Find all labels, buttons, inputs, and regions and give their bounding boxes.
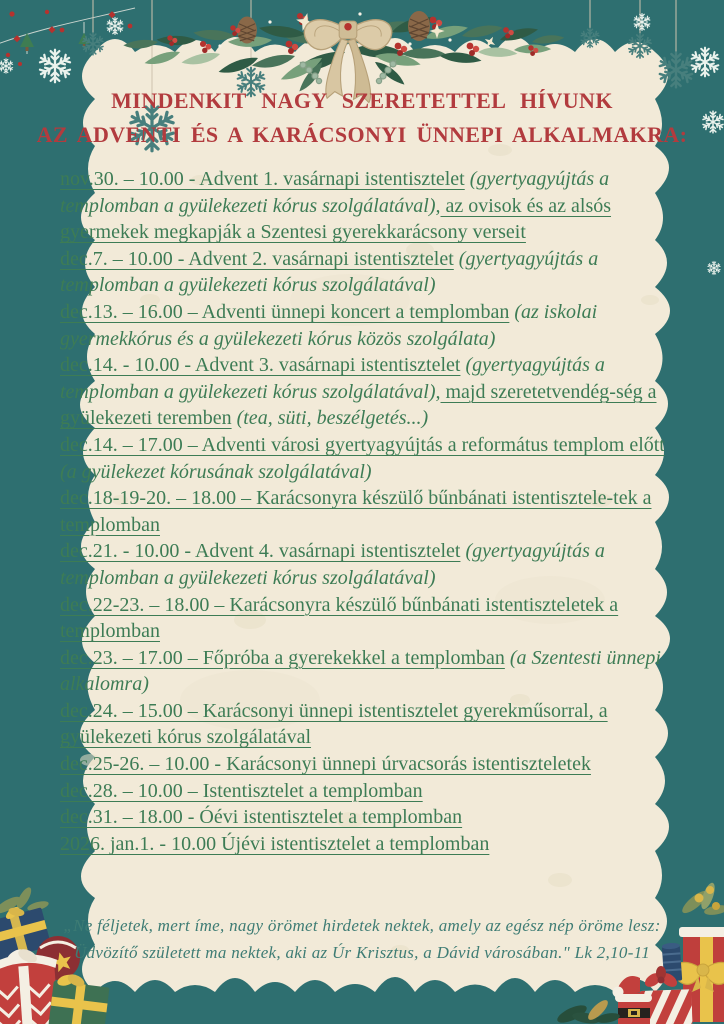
event-item <box>60 299 678 352</box>
event-item <box>60 778 678 805</box>
title-line-2: AZ ADVENTI ÉS A KARÁCSONYI ÜNNEPI ALKALMAKRA: <box>36 122 688 147</box>
event-segment: (az iskolai gyermekkórus és a gyülekezeti kórus közös szolgálata) <box>60 300 598 350</box>
event-segment: dec.23. – 17.00 – Főpróba a gyerekekkel a templomban <box>60 646 505 669</box>
event-segment: dec.28. – 10.00 – Istentisztelet a templomban <box>60 779 423 802</box>
quote-line-1: „Ne féljetek, mert íme, nagy örömet hirdetek nektek, amely az egész nép öröme lesz: <box>63 916 661 935</box>
event-segment: dec.21. - 10.00 - Advent 4. vasárnapi istentisztelet <box>60 540 461 563</box>
event-segment: (a Szentesti ünnepi alkalomra) <box>60 646 661 696</box>
event-segment: (gyertyagyújtás a templomban a gyülekezeti kórus szolgálatával) <box>60 540 605 589</box>
event-item <box>60 352 678 432</box>
event-segment: dec.13. – 16.00 – Adventi ünnepi koncert a templomban <box>60 300 510 323</box>
event-segment: (gyertyagyújtás a templomban a gyülekezeti kórus szolgálatával) <box>60 247 599 297</box>
event-item <box>60 645 678 698</box>
quote-line-2: Üdvözítő született ma nektek, aki az Úr Krisztus, a Dávid városában." Lk 2,10-11 <box>73 943 651 962</box>
event-segment: majd szeretetvendég-ség a gyülekezeti teremben <box>60 380 657 430</box>
event-segment: 2026. jan.1. - 10.00 Újévi istentisztelet a templomban <box>60 832 490 855</box>
event-segment: az ovisok és az alsós gyermekek megkapják a Szentesi gyerekkarácsony verseit <box>60 194 612 244</box>
event-item <box>60 804 678 831</box>
event-segment: (gyertyagyújtás a templomban a gyülekezeti kórus szolgálatával), <box>60 168 610 217</box>
event-segment: nov.30. – 10.00 - Advent 1. vasárnapi istentisztelet <box>60 168 465 190</box>
event-segment: dec.18-19-20. – 18.00 – Karácsonyra készülő bűnbánati istentisztele-tek a templomban <box>60 487 652 536</box>
event-item <box>60 698 678 751</box>
event-segment: (gyertyagyújtás a templomban a gyülekezeti kórus szolgálatával), <box>60 354 605 403</box>
event-item <box>60 592 678 645</box>
event-item <box>60 831 678 858</box>
event-segment: (tea, süti, beszélgetés...) <box>231 407 429 430</box>
title-line-1: MINDENKIT NAGY SZERETETTEL HÍVUNK <box>111 88 613 113</box>
event-segment: dec.14. - 10.00 - Advent 3. vasárnapi istentisztelet <box>60 354 461 377</box>
event-segment: dec.31. – 18.00 - Óévi istentisztelet a templomban <box>60 806 463 829</box>
event-segment: dec.22-23. – 18.00 – Karácsonyra készülő bűnbánati istentiszteletek a templomban <box>60 593 619 643</box>
event-segment: dec.24. – 15.00 – Karácsonyi ünnepi istentisztelet gyerekműsorral, a gyülekezeti kórus szolgálatával <box>60 699 608 749</box>
event-segment: dec.25-26. – 10.00 - Karácsonyi ünnepi úrvacsorás istentiszteletek <box>60 753 591 776</box>
event-item <box>60 538 678 591</box>
event-item <box>60 751 678 778</box>
bible-quote <box>0 912 724 966</box>
page-title <box>0 84 724 152</box>
event-item <box>60 166 678 246</box>
event-item <box>60 432 678 485</box>
event-list <box>60 166 678 857</box>
event-item <box>60 485 678 538</box>
event-segment: (a gyülekezet kórusának szolgálatával) <box>60 460 372 483</box>
event-segment: dec.14. – 17.00 – Adventi városi gyertyagyújtás a református templom előtt <box>60 433 665 456</box>
event-segment: dec.7. – 10.00 - Advent 2. vasárnapi istentisztelet <box>60 247 454 270</box>
event-item <box>60 246 678 299</box>
